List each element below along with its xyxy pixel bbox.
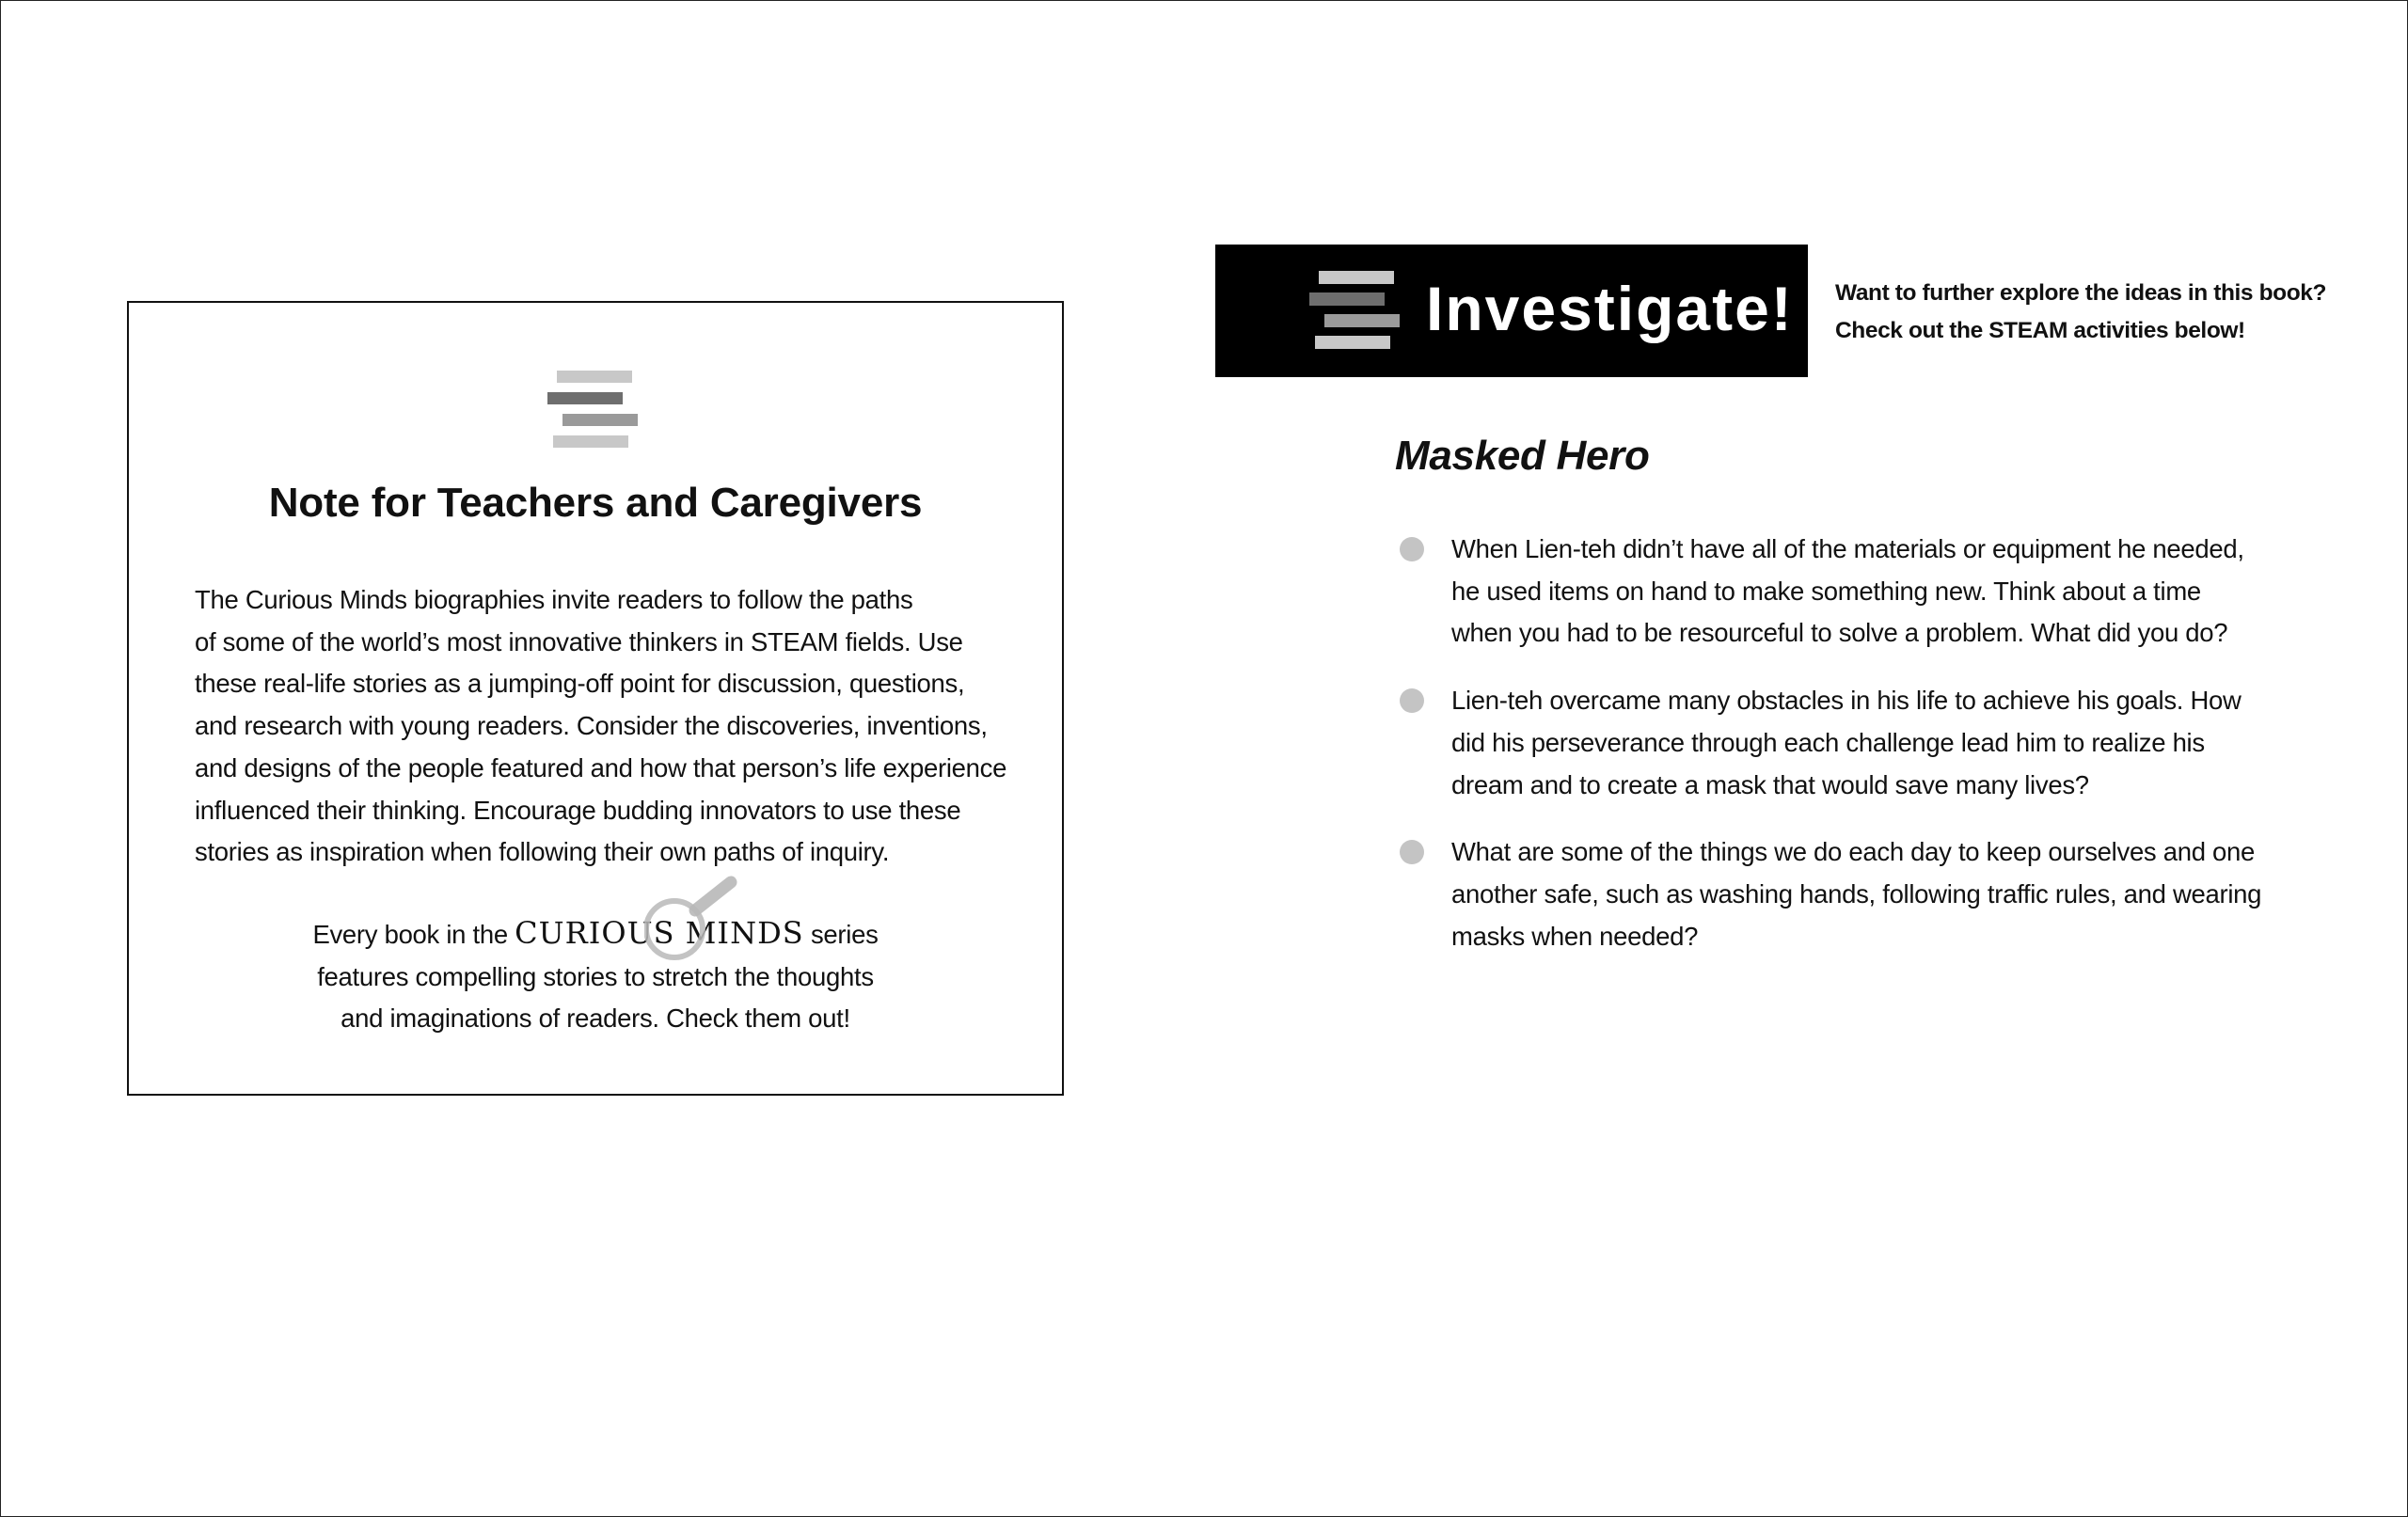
question-text: When Lien-teh didn’t have all of the materials or equipment he needed, he used items on hand to make something new. Think about a time when you had to be resourceful to solve a problem. What did you do?: [1451, 534, 2244, 648]
bullet-icon: [1400, 840, 1424, 864]
question-text: What are some of the things we do each day to keep ourselves and one another safe, such as washing hands, following traffic rules, and wearing masks when needed?: [1451, 837, 2262, 951]
question-item: [1400, 680, 2265, 806]
stacked-books-icon: [1309, 271, 1403, 356]
bullet-icon: [1400, 537, 1424, 561]
series-name-logo: CURIOUS MINDS: [515, 915, 804, 951]
investigate-banner: [1215, 245, 1808, 377]
series-blurb-line-2: features compelling stories to stretch the thoughts: [317, 961, 874, 991]
series-blurb: [129, 912, 1062, 1040]
stacked-books-icon: [547, 371, 642, 455]
note-box: [127, 301, 1064, 1096]
series-blurb-line-3: and imaginations of readers. Check them out!: [341, 1003, 850, 1034]
banner-title: Investigate!: [1426, 274, 1794, 343]
note-title: Note for Teachers and Caregivers: [268, 480, 923, 526]
section-title: Masked Hero: [1395, 433, 1650, 479]
question-list: [1400, 529, 2265, 983]
banner-subtitle: Want to further explore the ideas in this book? Check out the STEAM activities below!: [1835, 280, 2327, 343]
question-text: Lien-teh overcame many obstacles in his life to achieve his goals. How did his perseverance through each challenge lead him to realize his dream and to create a mask that would save many lives?: [1451, 686, 2242, 799]
note-body: The Curious Minds biographies invite readers to follow the paths of some of the world’s most innovative thinkers in STEAM fields. Use these real-life stories as a jumping-off point for discussion, questions, and research with young readers. Consider the discoveries, inventions, and designs of the people featured and how that person’s life experience influenced their thinking. Encourage budding innovators to use these stories as inspiration when following their own paths of inquiry.: [195, 585, 1007, 867]
series-blurb-line-1: Every book in the CURIOUS MINDS series: [312, 915, 879, 951]
question-item: [1400, 831, 2265, 957]
bullet-icon: [1400, 688, 1424, 713]
question-item: [1400, 529, 2265, 655]
